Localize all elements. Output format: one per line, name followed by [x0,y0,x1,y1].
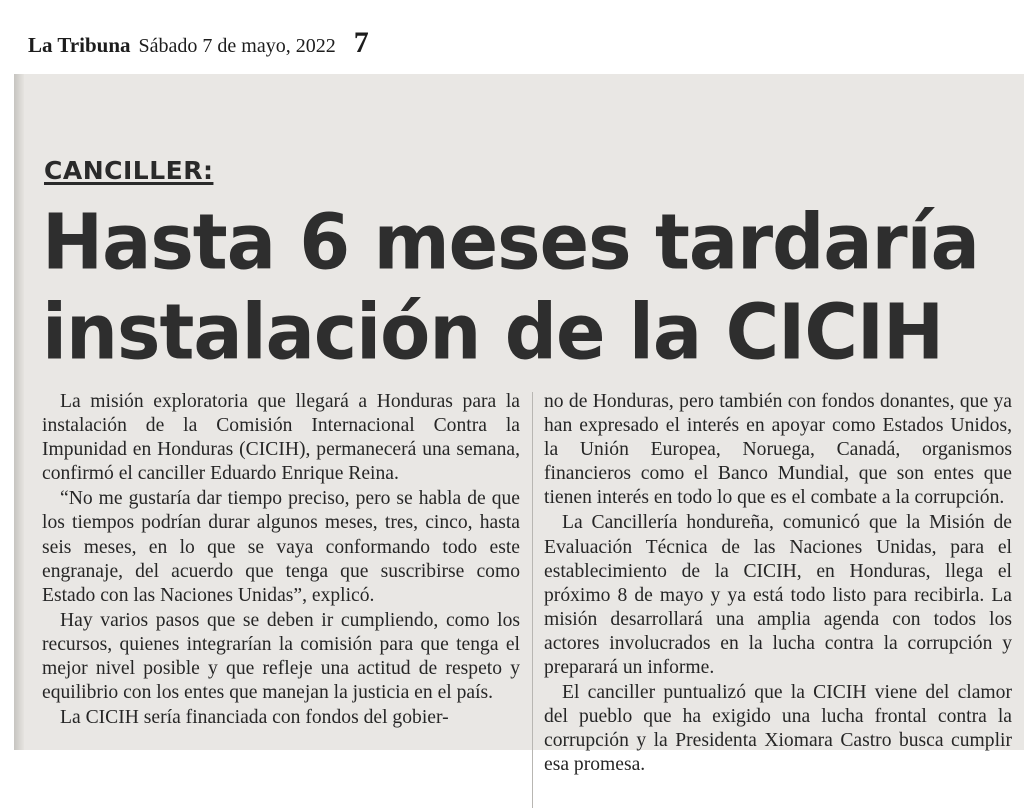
paragraph: Hay varios pasos que se deben ir cumpliendo, como los recursos, quienes integrarían la comisión para que tenga el mejor nivel posible y que refleje una actitud de respeto y equilibrio con los entes que manejan la justicia en el país. [42,609,520,704]
section-label: CANCILLER: [44,156,214,185]
headline-line-2: instalación de la CICIH [42,288,944,378]
paragraph: La misión exploratoria que llegará a Honduras para la instalación de la Comisión Internacional Contra la Impunidad en Honduras (CICIH), permanecerá una semana, confirmó el canciller Eduardo Enrique Reina. [42,391,520,485]
headline-line-1: Hasta 6 meses tardaría [42,198,979,288]
masthead [28,26,369,66]
column-divider [532,392,533,808]
paragraph: El canciller puntualizó que la CICIH viene del clamor del pueblo que ha exigido una lucha frontal contra la corrupción y la Presidenta Xiomara Castro busca cumplir esa promesa. [544,682,1012,776]
article-column-right [544,390,1012,779]
page-number: 7 [353,26,369,59]
headline [42,196,1022,376]
paragraph: “No me gustaría dar tiempo preciso, pero se habla de que los tiempos podrían durar algunos meses, tres, cinco, hasta seis meses, en lo que se vaya conformando todo este engranaje, del acuerdo que tenga que suscribirse como Estado con las Naciones Unidas”, explicó. [42,488,520,606]
article-page [14,74,1024,776]
issue-date: Sábado 7 de mayo, 2022 [138,35,336,57]
paragraph-continuation: no de Honduras, pero también con fondos donantes, que ya han expresado el interés en apoyar como Estados Unidos, la Unión Europea, Noruega, Canadá, organismos financieros como el Banco Mundial, que son entes que tienen interés en todo lo que es el combate a la corrupción. [544,391,1012,509]
page-edge-shadow [14,74,24,750]
paragraph: La CICIH sería financiada con fondos del gobier- [60,707,449,729]
paragraph: La Cancillería hondureña, comunicó que la Misión de Evaluación Técnica de las Naciones Unidas, para el establecimiento de la CICIH, en Honduras, llega el próximo 8 de mayo y ya está todo listo para recibirla. La misión desarrollará una amplia agenda con todos los actores involucrados en la lucha contra la corrupción y preparará un informe. [544,512,1012,679]
newspaper-name: La Tribuna [28,33,131,57]
article-column-left [42,390,520,731]
